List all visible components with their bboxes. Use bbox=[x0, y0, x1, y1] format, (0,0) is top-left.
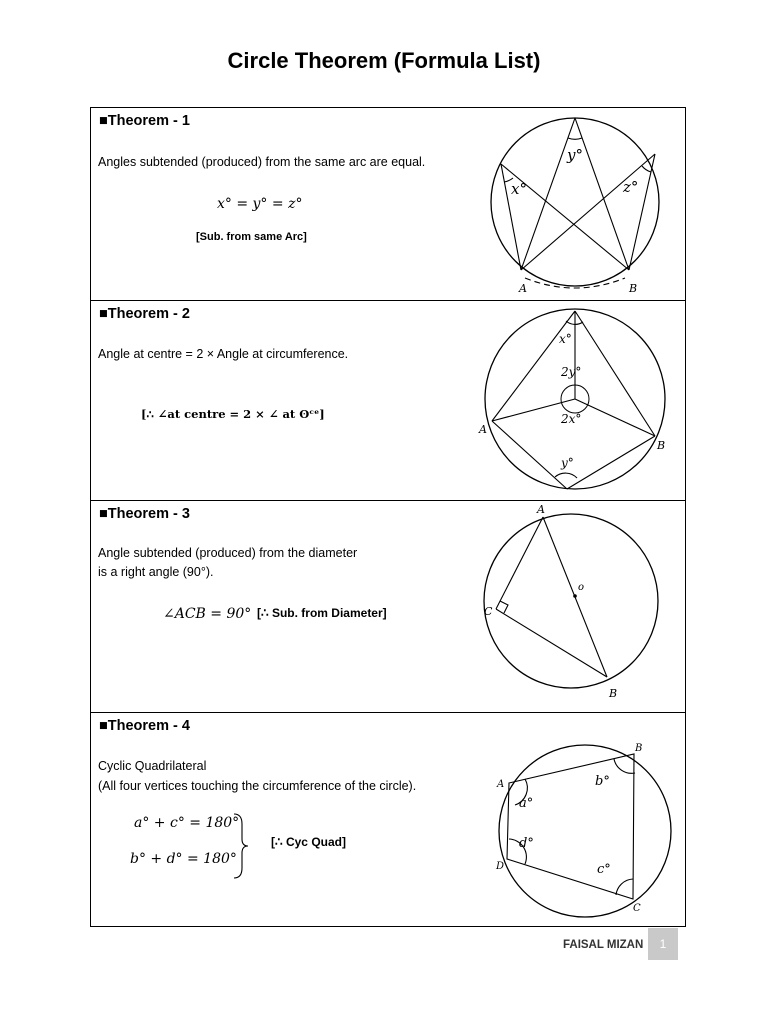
theorem-4-label-a-angle: a° bbox=[519, 796, 534, 811]
brace-icon bbox=[231, 812, 251, 880]
theorem-4-statement-line-1: Cyclic Quadrilateral bbox=[98, 759, 207, 773]
page-title: Circle Theorem (Formula List) bbox=[227, 48, 541, 73]
page-number: 1 bbox=[648, 928, 678, 960]
theorem-1-note: [Sub. from same Arc] bbox=[196, 231, 307, 243]
theorem-2-heading: ■Theorem - 2 bbox=[99, 306, 190, 322]
theorem-3-label-b: B bbox=[609, 687, 618, 700]
theorem-4-label-b-angle: b° bbox=[595, 774, 610, 789]
theorem-2-section bbox=[91, 301, 685, 501]
theorem-2-note: [∴ ∠at centre = 2 × ∠ at ʘᶜᵉ] bbox=[141, 407, 325, 421]
theorem-3-note: [∴ Sub. from Diameter] bbox=[257, 606, 387, 620]
theorem-2-diagram bbox=[477, 301, 685, 500]
theorem-2-label-b: B bbox=[657, 439, 666, 452]
theorem-1-statement: Angles subtended (produced) from the same arc are equal. bbox=[98, 155, 426, 169]
theorem-4-statement-line-2: (All four vertices touching the circumference of the circle). bbox=[98, 779, 417, 793]
theorem-3-heading: ■Theorem - 3 bbox=[99, 506, 190, 522]
theorem-4-formula-2: b° + d° = 180° bbox=[130, 851, 237, 867]
theorem-2-label-2y: 2y° bbox=[561, 365, 582, 379]
theorem-1-heading: ■Theorem - 1 bbox=[99, 113, 190, 129]
theorem-2-label-x: x° bbox=[559, 332, 572, 346]
theorem-3-label-c: C bbox=[484, 605, 493, 618]
theorem-1-diagram bbox=[479, 108, 685, 300]
theorem-3-diagram bbox=[481, 501, 685, 712]
theorem-4-note: [∴ Cyc Quad] bbox=[271, 835, 346, 849]
theorem-4-formula-1: a° + c° = 180° bbox=[134, 815, 240, 831]
theorem-3-statement-line-2: is a right angle (90°). bbox=[98, 565, 214, 579]
theorem-4-label-d-angle: d° bbox=[519, 836, 534, 851]
theorem-4-label-vertex-d: D bbox=[496, 861, 505, 872]
theorem-table bbox=[90, 107, 686, 927]
theorem-4-label-vertex-b: B bbox=[635, 743, 643, 754]
theorem-4-section bbox=[91, 713, 685, 928]
theorem-2-label-2x: 2x° bbox=[561, 412, 582, 426]
theorem-1-label-a: A bbox=[519, 282, 527, 295]
theorem-1-label-y: y° bbox=[567, 146, 583, 164]
theorem-1-label-z: z° bbox=[623, 178, 639, 196]
theorem-1-formula: x° = y° = z° bbox=[217, 196, 303, 212]
theorem-4-diagram bbox=[489, 723, 685, 923]
theorem-3-label-a: A bbox=[537, 503, 545, 516]
footer-author: FAISAL MIZAN bbox=[563, 939, 644, 951]
theorem-4-label-c-angle: c° bbox=[597, 862, 611, 877]
theorem-3-statement-line-1: Angle subtended (produced) from the diameter bbox=[98, 546, 358, 560]
theorem-2-label-a: A bbox=[479, 423, 487, 436]
theorem-4-label-vertex-a: A bbox=[497, 779, 505, 790]
theorem-1-label-b: B bbox=[629, 282, 638, 295]
theorem-3-formula: ∠ACB = 90° bbox=[163, 606, 252, 622]
theorem-4-heading: ■Theorem - 4 bbox=[99, 718, 190, 734]
theorem-1-section bbox=[91, 108, 685, 301]
theorem-3-label-o: o bbox=[578, 582, 585, 593]
theorem-2-label-y: y° bbox=[561, 456, 574, 470]
theorem-2-statement: Angle at centre = 2 × Angle at circumference. bbox=[98, 347, 349, 361]
theorem-3-section bbox=[91, 501, 685, 713]
theorem-1-label-x: x° bbox=[511, 180, 527, 198]
theorem-4-label-vertex-c: C bbox=[633, 903, 641, 914]
